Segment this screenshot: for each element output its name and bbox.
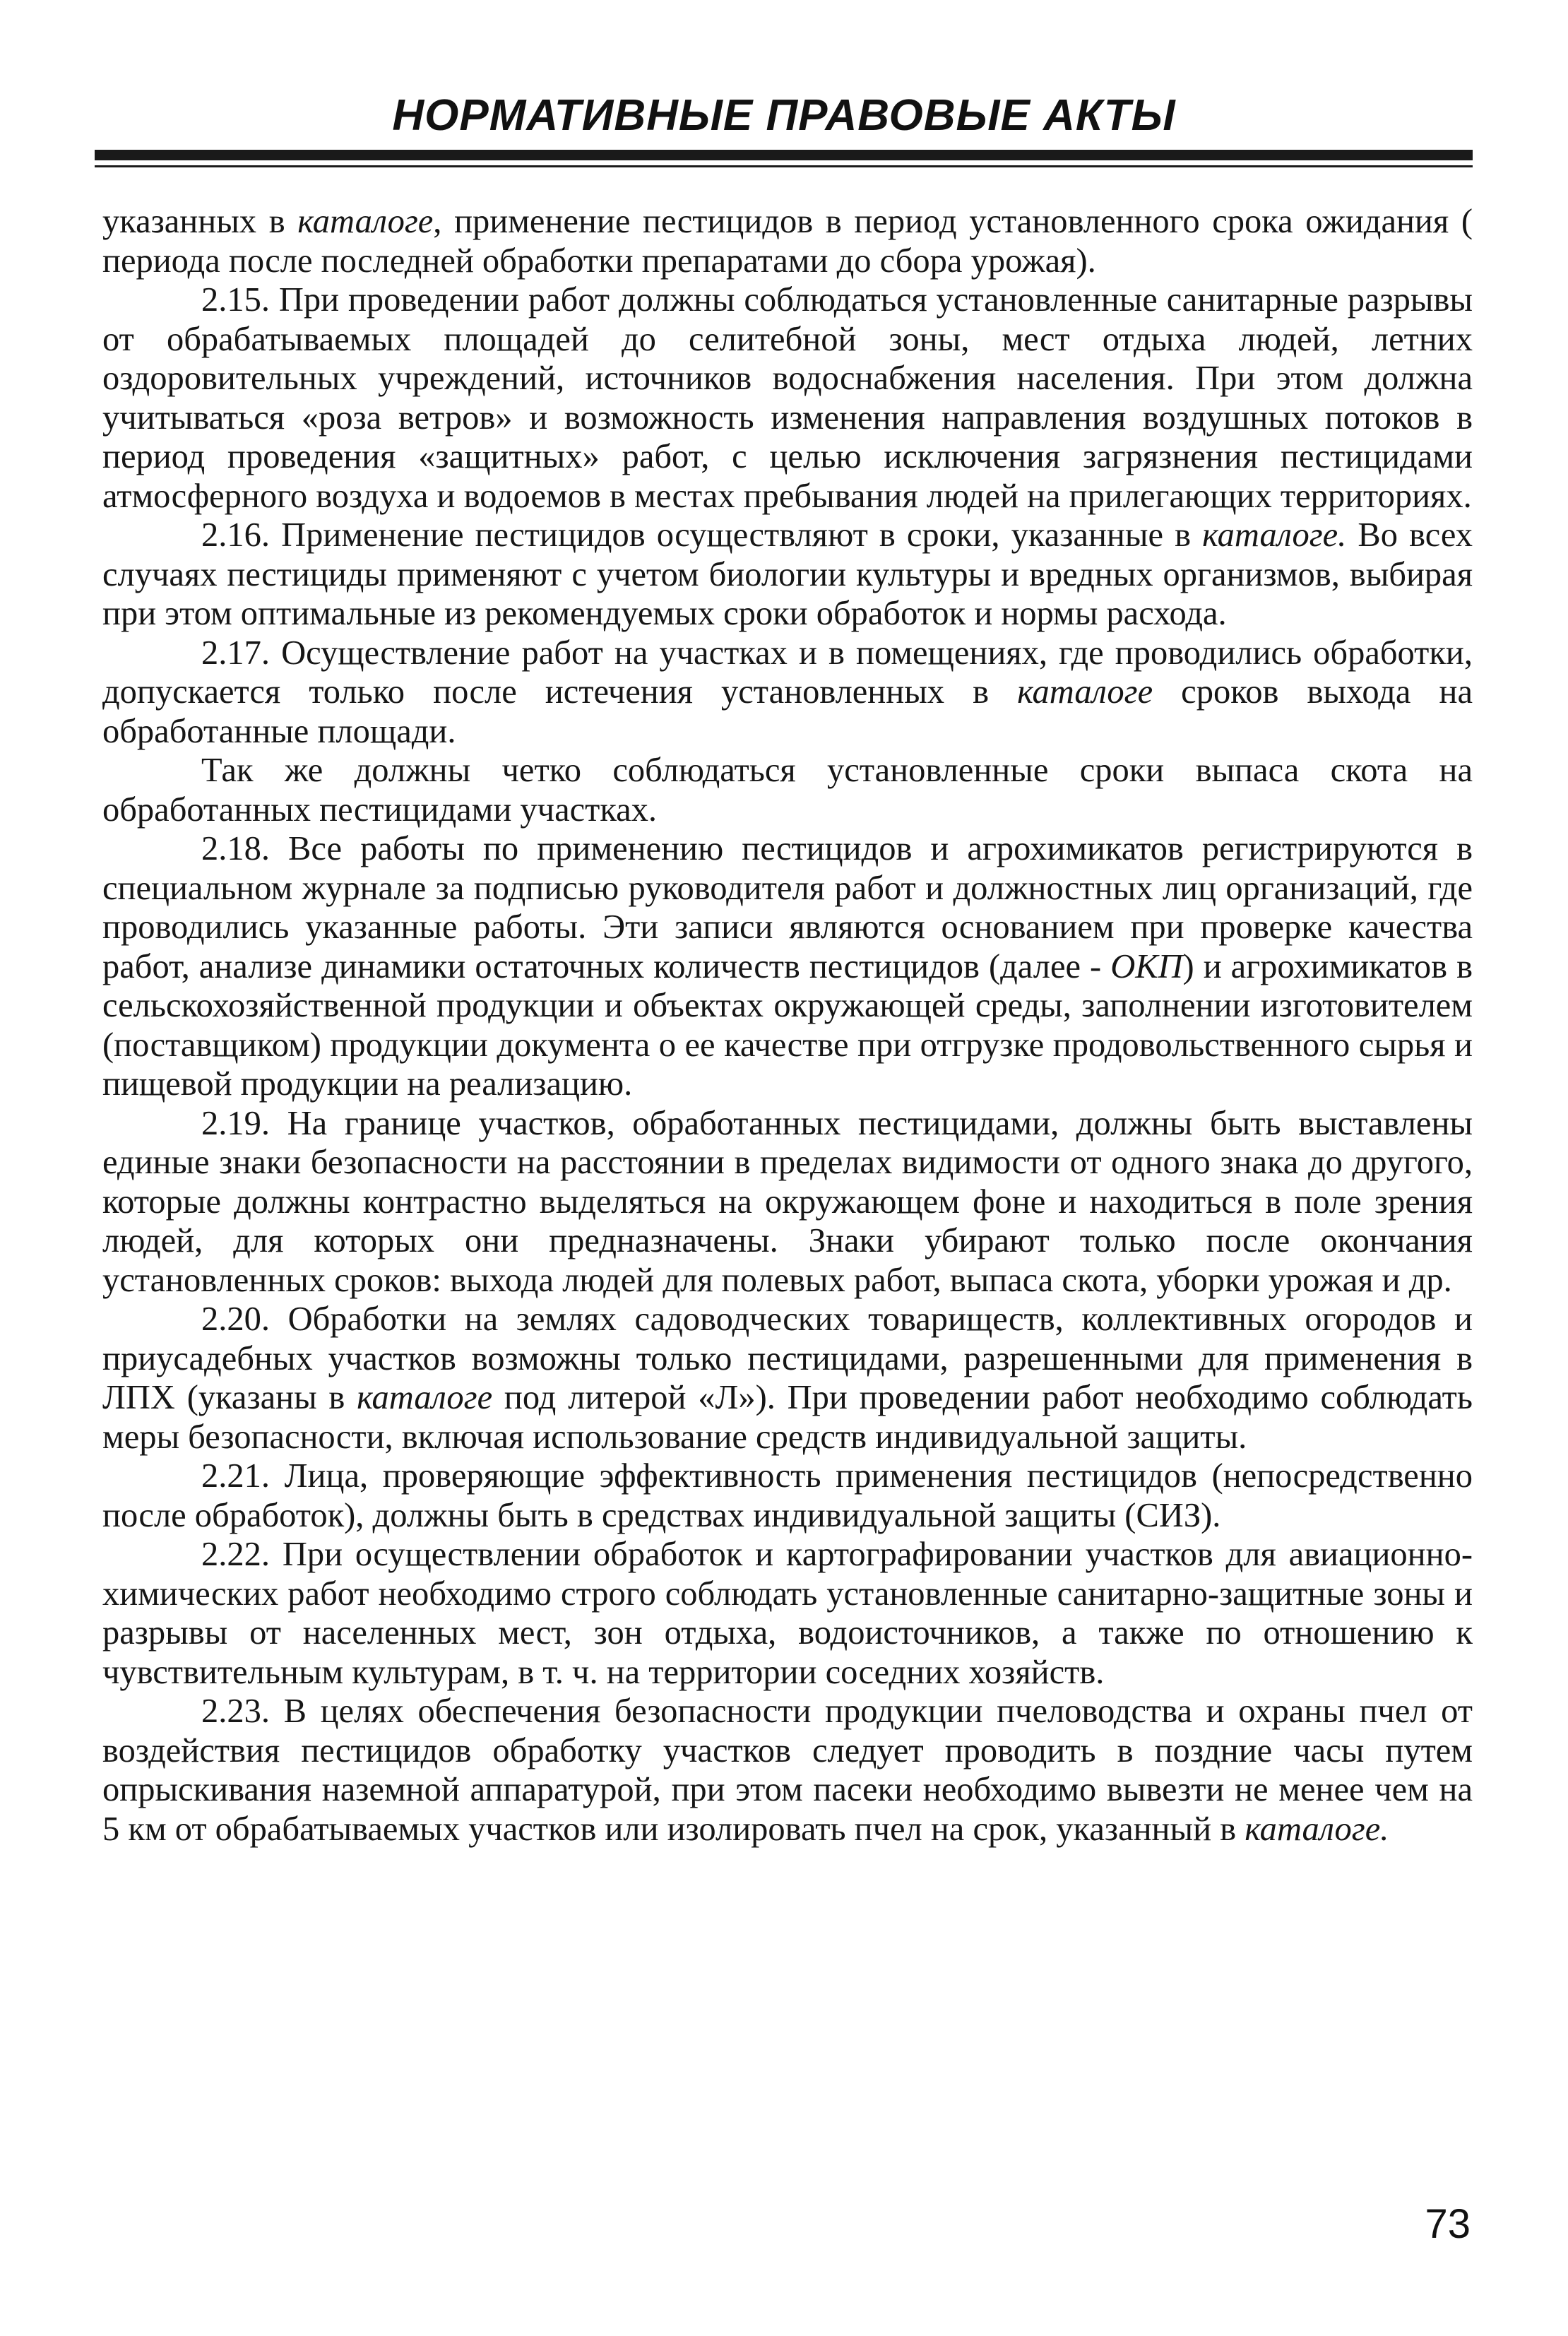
italic-term: каталоге. <box>1202 516 1347 554</box>
page-header-title: НОРМАТИВНЫЕ ПРАВОВЫЕ АКТЫ <box>392 91 1176 140</box>
header-rule-thin <box>95 165 1473 167</box>
document-body <box>102 202 1473 1849</box>
italic-term: каталоге <box>1017 673 1153 711</box>
page-number: 73 <box>1425 2201 1471 2247</box>
paragraph-2-15: 2.15. При проведении работ должны соблюдаться установленные санитарные разрывы от обрабатываемых площадей до селитебной зоны, мест отдыха людей, летних оздоровительных учреждений, источников водоснабжения населения. При этом должна учитываться «роза ветров» и возможность изменения направления воздушных потоков в период проведения «защитных» работ, с целью исключения загрязнения пестицидами атмосферного воздуха и водоемов в местах пребывания людей на прилегающих территориях. <box>102 281 1473 515</box>
paragraph-2-17: 2.17. Осуществление работ на участках и в помещениях, где проводились обработки, допускается только после истечения установленных в каталоге сроков выхода на обработанные площади. <box>102 634 1473 750</box>
italic-term: каталоге <box>357 1379 493 1416</box>
italic-term: каталоге. <box>1245 1810 1389 1848</box>
paragraph-continuation: указанных в каталоге, применение пестицидов в период установленного срока ожидания ( периода после последней обработки препаратами до сбора урожая). <box>102 203 1473 280</box>
italic-term: каталоге <box>297 203 434 240</box>
paragraph-2-16: 2.16. Применение пестицидов осуществляют в сроки, указанные в каталоге. Во всех случаях пестициды применяют с учетом биологии культуры и вредных организмов, выбирая при этом оптимальные из рекомендуемых сроки обработок и нормы расхода. <box>102 516 1473 632</box>
paragraph-2-20: 2.20. Обработки на землях садоводческих товариществ, коллективных огородов и приусадебных участков возможны только пестицидами, разрешенными для применения в ЛПХ (указаны в каталоге под литерой «Л»). При проведении работ необходимо соблюдать меры безопасности, включая использование средств индивидуальной защиты. <box>102 1300 1473 1456</box>
paragraph-2-18: 2.18. Все работы по применению пестицидов и агрохимикатов регистрируются в специальном журнале за подписью руководителя работ и должностных лиц организаций, где проводились указанные работы. Эти записи являются основанием при проверке качества работ, анализе динамики остаточных количеств пестицидов (далее - ОКП) и агрохимикатов в сельскохозяйственной продукции и объектах окружающей среды, заполнении изготовителем (поставщиком) продукции документа о ее качестве при отгрузке продовольственного сырья и пищевой продукции на реализацию. <box>102 830 1473 1103</box>
italic-term: ОКП <box>1110 947 1183 985</box>
paragraph-2-21: 2.21. Лица, проверяющие эффективность применения пестицидов (непосредственно после обработок), должны быть в средствах индивидуальной защиты (СИЗ). <box>102 1457 1473 1534</box>
paragraph-2-19: 2.19. На границе участков, обработанных пестицидами, должны быть выставлены единые знаки безопасности на расстоянии в пределах видимости от одного знака до другого, которые должны контрастно выделяться на окружающем фоне и находиться в поле зрения людей, для которых они предназначены. Знаки убирают только после окончания установленных сроков: выхода людей для полевых работ, выпаса скота, уборки урожая и др. <box>102 1104 1473 1299</box>
paragraph-2-17-grazing: Так же должны четко соблюдаться установленные сроки выпаса скота на обработанных пестицидами участках. <box>102 752 1473 829</box>
header-rule-thick <box>95 150 1473 160</box>
paragraph-2-22: 2.22. При осуществлении обработок и картографировании участков для авиационно-химических работ необходимо строго соблюдать установленные санитарно-защитные зоны и разрывы от населенных мест, зон отдыха, водоисточников, а также по отношению к чувствительным культурам, в т. ч. на территории соседних хозяйств. <box>102 1536 1473 1691</box>
paragraph-2-23: 2.23. В целях обеспечения безопасности продукции пчеловодства и охраны пчел от воздействия пестицидов обработку участков следует проводить в поздние часы путем опрыскивания наземной аппаратурой, при этом пасеки необходимо вывезти не менее чем на 5 км от обрабатываемых участков или изолировать пчел на срок, указанный в каталоге. <box>102 1692 1473 1848</box>
